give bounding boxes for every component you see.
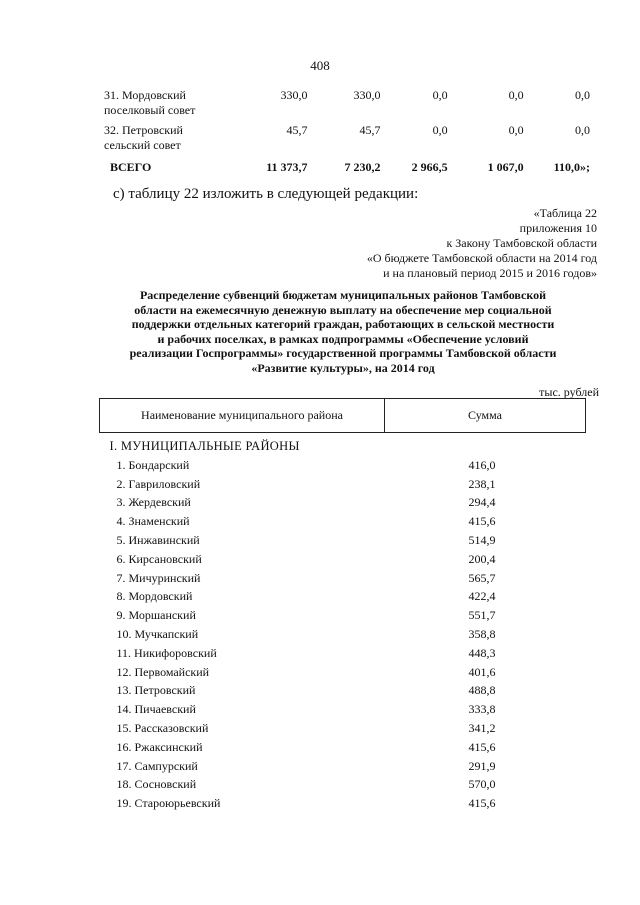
- district-sum: 358,8: [468, 626, 496, 641]
- page-number: 408: [310, 58, 330, 73]
- district-name: 10. Мучкапский: [116, 626, 199, 641]
- table-row: [100, 794, 586, 813]
- district-sum: 514,9: [468, 532, 496, 547]
- document-title: [100, 288, 586, 375]
- district-name: 12. Первомайский: [116, 664, 210, 679]
- cell-value: 2 966,5: [411, 160, 448, 174]
- caption-line: и на плановый период 2015 и 2016 годов»: [383, 266, 597, 280]
- table-row: [100, 719, 586, 738]
- district-name: 19. Староюрьевский: [116, 796, 221, 811]
- table-caption: [367, 206, 597, 281]
- table-row: [104, 88, 590, 123]
- district-name: 11. Никифоровский: [116, 645, 217, 660]
- table-row: [100, 757, 586, 776]
- table-row: [100, 512, 586, 531]
- district-sum: 294,4: [468, 495, 496, 510]
- table-row: [100, 644, 586, 663]
- table-row: [100, 606, 586, 625]
- table-row: [100, 625, 586, 644]
- district-sum: 416,0: [468, 457, 496, 472]
- district-sum: 200,4: [468, 551, 496, 566]
- district-name: 3. Жердевский: [116, 495, 191, 510]
- caption-line: к Закону Тамбовской области: [446, 236, 597, 250]
- table-row: [100, 550, 586, 569]
- table-row: [100, 569, 586, 588]
- district-sum: 488,8: [468, 683, 496, 698]
- district-sum: 341,2: [468, 720, 496, 735]
- district-name: 16. Ржаксинский: [116, 739, 203, 754]
- table-row: [104, 123, 590, 158]
- table-row: [100, 663, 586, 682]
- cell-value: 1 067,0: [487, 160, 524, 174]
- table-row: [100, 775, 586, 794]
- cell-value: 0,0: [575, 88, 590, 102]
- district-name: 2. Гавриловский: [116, 476, 201, 491]
- district-name: 1. Бондарский: [116, 457, 190, 472]
- table-row: [100, 700, 586, 719]
- caption-line: «О бюджете Тамбовской области на 2014 год: [366, 251, 597, 265]
- header-district-name: Наименование муниципального района: [100, 399, 385, 433]
- district-sum: 333,8: [468, 702, 496, 717]
- row-name-line1: 32. Петровский: [104, 123, 183, 137]
- district-name: 9. Моршанский: [116, 608, 196, 623]
- district-name: 4. Знаменский: [116, 514, 190, 529]
- row-name-line2: сельский совет: [104, 138, 181, 152]
- district-sum: 415,6: [468, 739, 496, 754]
- cell-value: 330,0: [280, 88, 308, 102]
- row-name-line1: 31. Мордовский: [104, 88, 186, 102]
- district-name: 8. Мордовский: [116, 589, 193, 604]
- section-heading: I. МУНИЦИПАЛЬНЫЕ РАЙОНЫ: [109, 439, 300, 453]
- table-row: [100, 531, 586, 550]
- caption-line: приложения 10: [519, 221, 597, 235]
- district-sum: 551,7: [468, 608, 496, 623]
- cell-value: 45,7: [286, 123, 308, 137]
- table-row: [100, 493, 586, 512]
- district-sum: 422,4: [468, 589, 496, 604]
- cell-value: 0,0: [508, 123, 524, 137]
- title-line: поддержки отдельных категорий граждан, работающих в сельской местности: [131, 317, 555, 331]
- district-sum: 291,9: [468, 758, 496, 773]
- table-row: [100, 475, 586, 494]
- table-row: [100, 456, 586, 475]
- units-label: тыс. рублей: [539, 385, 599, 399]
- title-line: «Развитие культуры», на 2014 год: [251, 360, 435, 375]
- district-sum: 448,3: [468, 645, 496, 660]
- previous-table-fragment: [104, 88, 590, 175]
- district-sum: 401,6: [468, 664, 496, 679]
- row-name: [104, 123, 248, 158]
- title-line: области на ежемесячную денежную выплату на обеспечение мер социальной: [134, 302, 552, 317]
- table-header-row: [100, 399, 586, 433]
- district-name: 13. Петровский: [116, 683, 196, 698]
- title-line: реализации Госпрограммы» государственной программы Тамбовской области: [129, 346, 557, 360]
- title-line: и рабочих поселках, в рамках подпрограммы «Обеспечение условий: [157, 331, 529, 346]
- district-sum: 565,7: [468, 570, 496, 585]
- cell-value: 11 373,7: [266, 160, 308, 174]
- table-row: [100, 587, 586, 606]
- section-heading-row: [100, 433, 586, 456]
- cell-value: 110,0»;: [553, 160, 590, 174]
- district-sum: 238,1: [468, 476, 496, 491]
- district-name: 14. Пичаевский: [116, 702, 196, 717]
- district-sum: 415,6: [468, 514, 496, 529]
- row-name-line2: поселковый совет: [104, 103, 196, 117]
- cell-value: 330,0: [353, 88, 381, 102]
- row-name: [104, 88, 248, 123]
- district-sum: 415,6: [468, 796, 496, 811]
- total-label: ВСЕГО: [110, 160, 152, 174]
- header-sum: Сумма: [385, 399, 586, 433]
- district-name: 6. Кирсановский: [116, 551, 202, 566]
- district-name: 7. Мичуринский: [116, 570, 201, 585]
- cell-value: 0,0: [508, 88, 524, 102]
- subvention-table: [99, 398, 586, 813]
- district-sum: 570,0: [468, 777, 496, 792]
- cell-value: 0,0: [432, 123, 448, 137]
- table-row: [100, 681, 586, 700]
- district-name: 15. Рассказовский: [116, 720, 209, 735]
- cell-value: 7 230,2: [344, 160, 381, 174]
- cell-value: 45,7: [359, 123, 381, 137]
- cell-value: 0,0: [575, 123, 590, 137]
- district-name: 18. Сосновский: [116, 777, 197, 792]
- cell-value: 0,0: [432, 88, 448, 102]
- total-row: [104, 158, 590, 175]
- table-row: [100, 738, 586, 757]
- instruction-text: с) таблицу 22 изложить в следующей редакции:: [113, 186, 419, 202]
- district-name: 5. Инжавинский: [116, 532, 200, 547]
- title-line: Распределение субвенций бюджетам муниципальных районов Тамбовской: [139, 288, 547, 302]
- caption-line: «Таблица 22: [533, 206, 597, 220]
- district-name: 17. Сампурский: [116, 758, 198, 773]
